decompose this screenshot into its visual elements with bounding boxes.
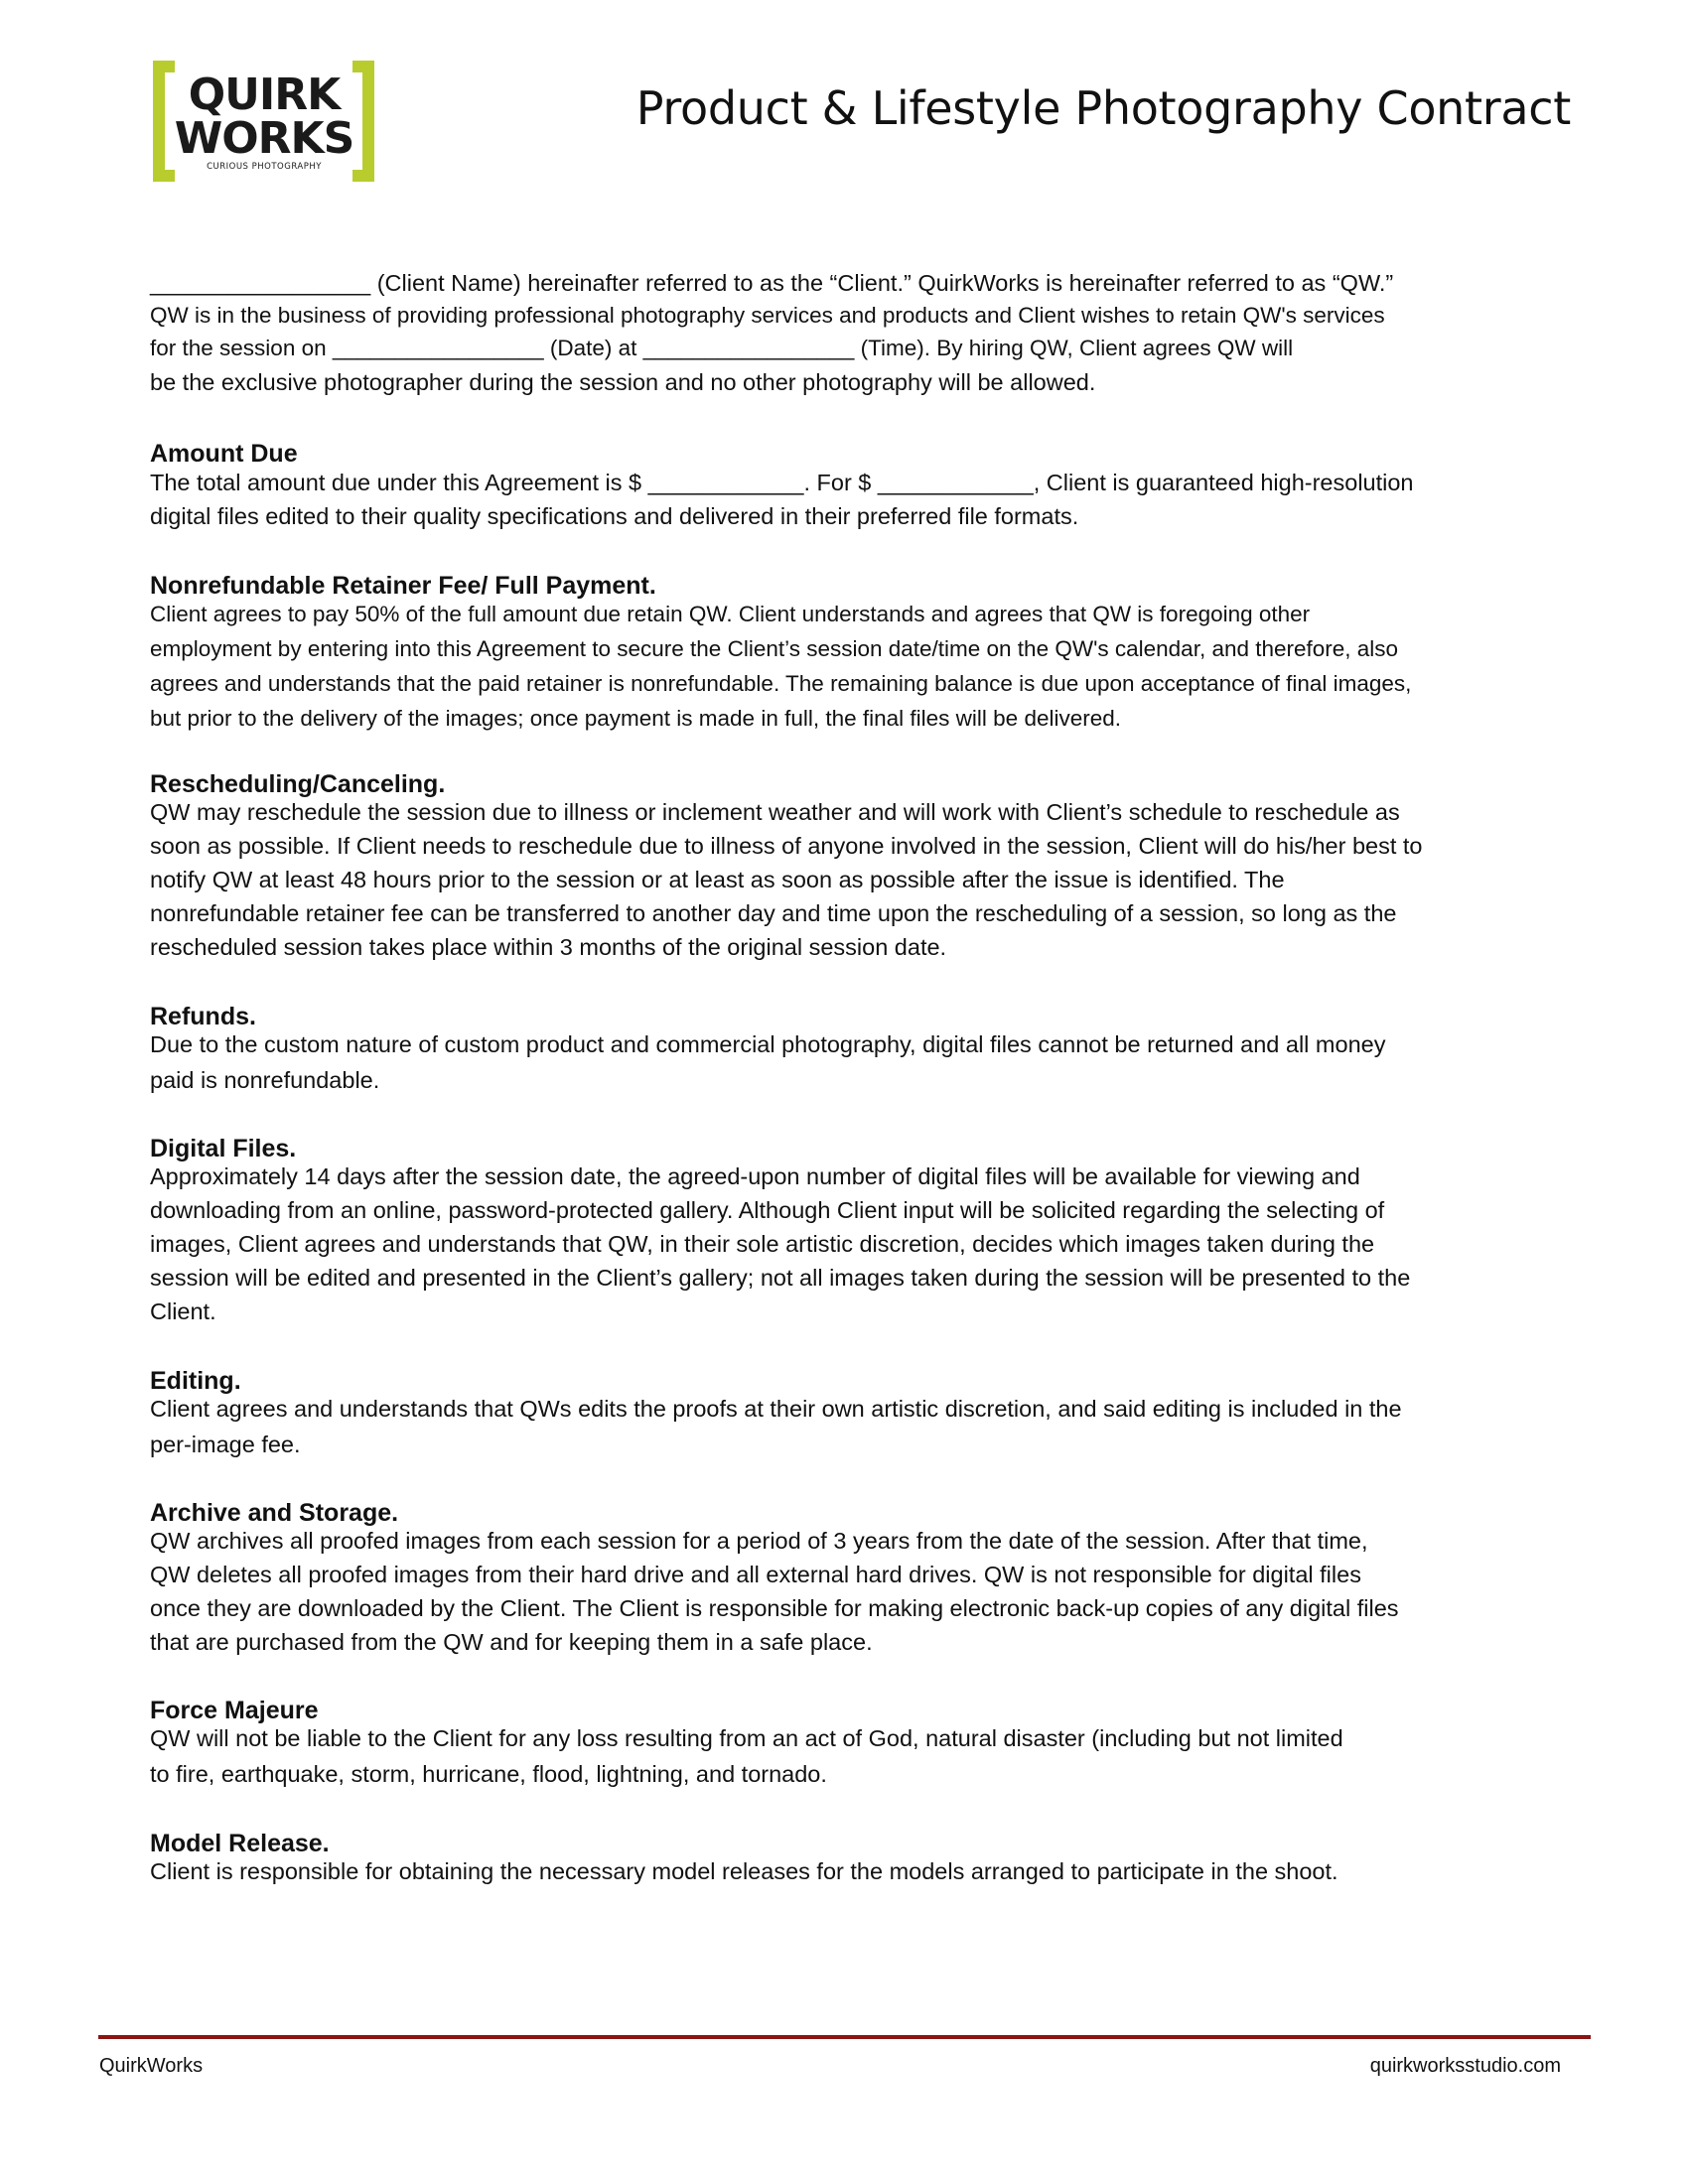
section-line: QW deletes all proofed images from their hard drive and all external hard drives. QW is not responsible for digital files bbox=[150, 1562, 1361, 1587]
section-line: session will be edited and presented in the Client’s gallery; not all images taken during the session will be presented to the bbox=[150, 1265, 1411, 1291]
section-line: QW may reschedule the session due to illness or inclement weather and will work with Client’s schedule to reschedule as bbox=[150, 799, 1400, 825]
intro-line: _________________ (Client Name) hereinafter referred to as the “Client.” QuirkWorks is hereinafter referred to as “QW.” bbox=[150, 270, 1394, 296]
section-line: QW archives all proofed images from each session for a period of 3 years from the date of the session. After that time, bbox=[150, 1528, 1368, 1554]
logo-right-bracket bbox=[352, 61, 374, 182]
section-body-retainer-fee bbox=[150, 597, 1540, 736]
section-body-rescheduling bbox=[150, 795, 1540, 964]
section-line: but prior to the delivery of the images; once payment is made in full, the final files will be delivered. bbox=[150, 706, 1122, 731]
section-line: to fire, earthquake, storm, hurricane, flood, lightning, and tornado. bbox=[150, 1761, 827, 1787]
section-line: Client. bbox=[150, 1298, 216, 1324]
section-body-archive-storage bbox=[150, 1524, 1540, 1659]
section-heading-digital-files: Digital Files. bbox=[150, 1135, 297, 1162]
quirkworks-logo bbox=[149, 58, 378, 185]
section-heading-refunds: Refunds. bbox=[150, 1003, 256, 1030]
section-line: employment by entering into this Agreement to secure the Client’s session date/time on the QW's calendar, and therefore, also bbox=[150, 636, 1399, 661]
section-line: The total amount due under this Agreement is $ ____________. For $ ____________, Client is guaranteed high-resolution bbox=[150, 470, 1414, 495]
section-line: agrees and understands that the paid retainer is nonrefundable. The remaining balance is due upon acceptance of final images, bbox=[150, 671, 1412, 696]
intro-line: be the exclusive photographer during the session and no other photography will be allowed. bbox=[150, 369, 1096, 395]
section-heading-model-release: Model Release. bbox=[150, 1830, 330, 1857]
section-body-digital-files bbox=[150, 1160, 1540, 1328]
section-line: Approximately 14 days after the session date, the agreed-upon number of digital files will be available for viewing and bbox=[150, 1163, 1360, 1189]
section-line: paid is nonrefundable. bbox=[150, 1067, 380, 1093]
section-line: that are purchased from the QW and for keeping them in a safe place. bbox=[150, 1629, 873, 1655]
logo-left-bracket bbox=[153, 61, 175, 182]
section-heading-rescheduling: Rescheduling/Canceling. bbox=[150, 770, 446, 798]
footer-website: quirkworksstudio.com bbox=[1369, 2055, 1561, 2077]
section-line: Client is responsible for obtaining the necessary model releases for the models arranged to participate in the shoot. bbox=[150, 1858, 1338, 1884]
footer-company-name: QuirkWorks bbox=[99, 2055, 204, 2077]
section-line: notify QW at least 48 hours prior to the session or at least as soon as possible after the issue is identified. The bbox=[150, 867, 1285, 892]
section-heading-retainer-fee: Nonrefundable Retainer Fee/ Full Payment. bbox=[150, 572, 656, 600]
section-heading-force-majeure: Force Majeure bbox=[150, 1697, 319, 1724]
section-heading-amount-due: Amount Due bbox=[150, 440, 298, 468]
section-line: nonrefundable retainer fee can be transferred to another day and time upon the rescheduling of a session, so long as the bbox=[150, 900, 1397, 926]
section-line: Client agrees to pay 50% of the full amount due retain QW. Client understands and agrees that QW is foregoing other bbox=[150, 602, 1311, 626]
intro-line: QW is in the business of providing professional photography services and products and Client wishes to retain QW's services bbox=[150, 303, 1385, 328]
footer-rule bbox=[98, 2035, 1591, 2039]
section-body-refunds bbox=[150, 1027, 1540, 1099]
section-heading-archive-storage: Archive and Storage. bbox=[150, 1499, 399, 1527]
section-body-model-release bbox=[150, 1854, 1540, 1888]
section-line: rescheduled session takes place within 3 months of the original session date. bbox=[150, 934, 947, 960]
section-line: soon as possible. If Client needs to reschedule due to illness of anyone involved in the session, Client will do his/her best to bbox=[150, 833, 1423, 859]
section-line: digital files edited to their quality specifications and delivered in their preferred file formats. bbox=[150, 503, 1079, 529]
intro-line: for the session on _________________ (Date) at _________________ (Time). By hiring QW, Client agrees QW will bbox=[150, 336, 1294, 360]
section-line: once they are downloaded by the Client. The Client is responsible for making electronic back-up copies of any digital files bbox=[150, 1595, 1399, 1621]
intro-paragraph bbox=[150, 266, 1540, 399]
logo-word-works: WORKS bbox=[174, 113, 354, 164]
logo-tagline: CURIOUS PHOTOGRAPHY bbox=[207, 162, 322, 172]
section-body-editing bbox=[150, 1392, 1540, 1463]
section-body-amount-due bbox=[150, 466, 1540, 533]
section-line: QW will not be liable to the Client for any loss resulting from an act of God, natural disaster (including but not limited bbox=[150, 1725, 1343, 1751]
section-line: per-image fee. bbox=[150, 1432, 301, 1457]
section-line: Due to the custom nature of custom product and commercial photography, digital files cannot be returned and all money bbox=[150, 1031, 1386, 1057]
section-body-force-majeure bbox=[150, 1721, 1540, 1793]
logo-word-quirk: QUIRK bbox=[188, 69, 341, 120]
section-heading-editing: Editing. bbox=[150, 1367, 241, 1395]
section-line: downloading from an online, password-protected gallery. Although Client input will be solicited regarding the selecting of bbox=[150, 1197, 1385, 1223]
section-line: Client agrees and understands that QWs edits the proofs at their own artistic discretion, and said editing is included in the bbox=[150, 1396, 1402, 1422]
document-title: Product & Lifestyle Photography Contract bbox=[635, 81, 1571, 135]
section-line: images, Client agrees and understands that QW, in their sole artistic discretion, decides which images taken during the bbox=[150, 1231, 1375, 1257]
